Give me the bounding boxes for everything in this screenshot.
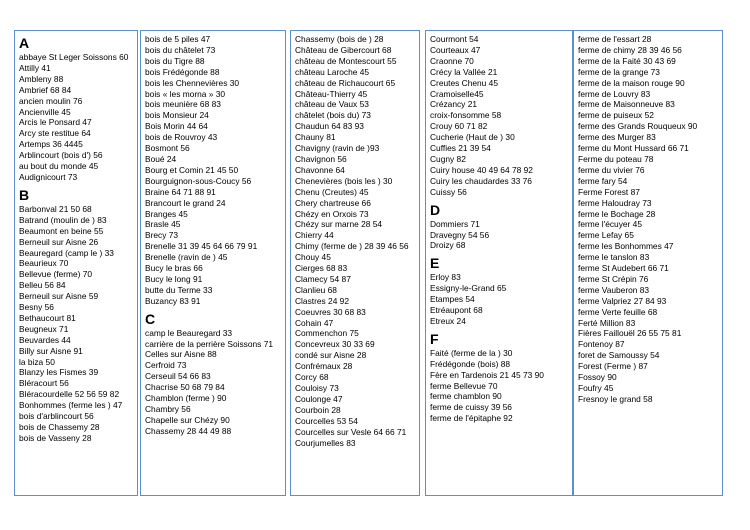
index-entry: Cugny 82 (430, 153, 466, 164)
index-column (290, 30, 420, 496)
index-entry: Blanzy les Fismes 39 (19, 367, 99, 378)
index-column (140, 30, 286, 496)
section-letter: E (430, 255, 440, 272)
index-entry: Celles sur Aisne 88 (145, 349, 217, 360)
index-entry: Chavignon 56 (295, 153, 347, 164)
index-entry: Dravegny 54 56 (430, 229, 490, 240)
index-entry: Fresnoy le grand 58 (578, 393, 653, 404)
index-entry: château Laroche 45 (295, 66, 370, 77)
index-entry: Fières Faillouël 26 55 75 81 (578, 328, 682, 339)
index-entry: Creutes Chenu 45 (430, 77, 498, 88)
index-entry: ferme de puiseux 52 (578, 110, 654, 121)
index-entry: ferme Haloudray 73 (578, 197, 652, 208)
index-entry: Cerseuil 54 66 83 (145, 371, 211, 382)
index-entry: bois meunière 68 83 (145, 99, 221, 110)
index-entry: Barbonval 21 50 68 (19, 203, 92, 214)
section-letter: D (430, 201, 441, 218)
index-entry: ferme St Crépin 76 (578, 273, 649, 284)
index-entry: Commenchon 75 (295, 328, 359, 339)
index-entry: ferme Vauberon 83 (578, 284, 650, 295)
index-entry: ferme le tanslon 83 (578, 252, 650, 263)
index-entry: bois de Rouvroy 43 (145, 132, 218, 143)
index-entry: Chézy sur marne 28 54 (295, 219, 383, 230)
index-entry: ferme de chimy 28 39 46 56 (578, 44, 682, 55)
index-entry: bois de Vasseny 28 (19, 432, 92, 443)
index-entry: ferme de Louvry 83 (578, 88, 651, 99)
index-entry: Buzancy 83 91 (145, 295, 201, 306)
index-entry: Chapelle sur Chézy 90 (145, 414, 230, 425)
index-entry: Chassemy (bois de ) 28 (295, 34, 384, 44)
section-letter: B (19, 186, 30, 203)
index-entry: Cierges 68 83 (295, 263, 348, 274)
index-entry: ferme fary 54 (578, 175, 628, 186)
index-entry: croix-fonsomme 58 (430, 110, 502, 121)
index-entry: Chacrise 50 68 79 84 (145, 382, 225, 393)
index-entry: Beauregard (camp le ) 33 (19, 247, 114, 258)
index-entry: ferme Lefay 65 (578, 230, 634, 241)
index-entry: Crézancy 21 (430, 99, 478, 110)
index-entry: bois de 5 piles 47 (145, 34, 211, 44)
index-entry: Bourguignon-sous-Coucy 56 (145, 175, 252, 186)
index-entry: Fontenoy 87 (578, 339, 625, 350)
index-entry: Chavonne 64 (295, 164, 345, 175)
section-letter: A (19, 35, 30, 51)
index-entry: Bethaucourt 81 (19, 312, 76, 323)
index-entry: Brecy 73 (145, 230, 179, 241)
index-entry: Belleu 56 84 (19, 280, 66, 291)
index-entry: Etréaupont 68 (430, 305, 483, 316)
index-entry: Berneuil sur Aisne 26 (19, 236, 99, 247)
index-entry: carrière de la perrière Soissons 71 (145, 338, 274, 349)
index-column (425, 30, 573, 496)
index-entry: Château-Thierry 45 (295, 88, 368, 99)
index-entry: Courcelles 53 54 (295, 415, 358, 426)
index-entry: Boué 24 (145, 153, 177, 164)
index-entry: Beaurieux 70 (19, 258, 69, 269)
index-entry: Brasle 45 (145, 219, 181, 230)
index-entry: bois les Chennevières 30 (145, 77, 240, 88)
index-entry: ferme chamblon 90 (430, 391, 502, 402)
index-entry: au bout du monde 45 (19, 161, 99, 172)
index-entry: Beuvardes 44 (19, 334, 71, 345)
index-entry: ferme du Mont Hussard 66 71 (578, 143, 689, 154)
index-entry: Foufry 45 (578, 383, 614, 393)
index-entry: bois de Chassemy 28 (19, 422, 100, 432)
index-entry: Erloy 83 (430, 272, 461, 283)
index-entry: Chenu (Creutes) 45 (295, 186, 369, 197)
index-entry: Craonne 70 (430, 55, 474, 66)
index-entry: ferme de la maison rouge 90 (578, 77, 685, 88)
index-entry: ferme les Bonhommes 47 (578, 241, 674, 252)
index-entry: ferme de la grange 73 (578, 66, 660, 77)
index-entry: Courcelles sur Vesle 64 66 71 (295, 426, 407, 437)
index-entry: bois du Tigre 88 (145, 55, 205, 66)
index-entry: Berneuil sur Aisne 59 (19, 291, 99, 302)
index-entry: Concevreux 30 33 69 (295, 339, 375, 350)
index-entry: bois « les morna » 30 (145, 88, 226, 99)
index-entry: Cerfroid 73 (145, 360, 187, 371)
index-entry: Coeuvres 30 68 83 (295, 306, 366, 317)
index-entry: Confrémaux 28 (295, 361, 353, 372)
index-entry: Frédégonde (bois) 88 (430, 358, 511, 369)
index-entry: Attilly 41 (19, 62, 51, 73)
section-letter: C (145, 310, 156, 327)
index-entry: ferme des Grands Rouqueux 90 (578, 121, 698, 132)
index-entry: foret de Samoussy 54 (578, 350, 660, 361)
index-entry: Cucherie (Haut de ) 30 (430, 132, 515, 143)
index-column (14, 30, 138, 496)
index-entry: Crécy la Vallée 21 (430, 66, 498, 77)
index-entry: Cramoiselle45 (430, 88, 484, 99)
index-entry: Chierry 44 (295, 230, 334, 241)
index-entry: Courmont 54 (430, 34, 479, 44)
index-entry: Beaumont en beine 55 (19, 225, 104, 236)
index-entry: Chenevières (bois les ) 30 (295, 175, 393, 186)
index-entry: Bonhommes (ferme les ) 47 (19, 400, 123, 411)
index-entry: bois Monsieur 24 (145, 110, 209, 121)
index-entry: Droizy 68 (430, 240, 466, 251)
index-entry: Chavigny (ravin de )93 (295, 143, 380, 154)
index-entry: Artemps 36 4445 (19, 139, 83, 150)
index-entry: Ancienville 45 (19, 106, 71, 117)
index-entry: ferme du vivier 76 (578, 164, 645, 175)
index-entry: Clanlieu 68 (295, 284, 337, 295)
index-entry: Forest (Ferme ) 87 (578, 361, 648, 372)
index-entry: Billy sur Aisne 91 (19, 345, 83, 356)
index-entry: Cuiry les chaudardes 33 76 (430, 175, 532, 186)
index-entry: Audignicourt 73 (19, 171, 78, 182)
index-entry: Faité (ferme de la ) 30 (430, 347, 513, 358)
index-entry: ancien moulin 76 (19, 95, 83, 106)
index-entry: ferme de l'essart 28 (578, 34, 652, 44)
index-entry: abbaye St Leger Soissons 60 (19, 52, 129, 62)
index-entry: Dommiers 71 (430, 218, 480, 229)
index-entry: ferme de la Faité 30 43 69 (578, 55, 676, 66)
index-entry: Chery chartreuse 66 (295, 197, 371, 208)
index-entry: ferme l'écuyer 45 (578, 219, 642, 230)
index-entry: Crouy 60 71 82 (430, 121, 488, 132)
index-entry: Ambrief 68 84 (19, 84, 72, 95)
index-entry: Bucy le bras 66 (145, 263, 203, 274)
index-entry: Bléracourt 56 (19, 378, 69, 389)
index-entry: Chassemy 28 44 49 88 (145, 425, 232, 436)
index-entry: Bourg et Comin 21 45 50 (145, 164, 239, 175)
index-entry: Bucy le long 91 (145, 273, 203, 284)
section-letter: F (430, 330, 439, 347)
index-entry: château de Richaucourt 65 (295, 77, 396, 88)
index-entry: Arblincourt (bois d') 56 (19, 150, 103, 161)
index-entry: camp le Beauregard 33 (145, 327, 233, 338)
index-entry: château de Vaux 53 (295, 99, 369, 110)
index-entry: Arcis le Ponsard 47 (19, 117, 92, 128)
index-entry: bois du châtelet 73 (145, 44, 216, 55)
index-entry: Bosmont 56 (145, 143, 190, 154)
index-entry: Cuissy 56 (430, 186, 467, 197)
index-entry: Cuffies 21 39 54 (430, 143, 491, 154)
index-entry: butte du Terme 33 (145, 284, 213, 295)
index-entry: la biza 50 (19, 356, 55, 367)
index-entry: ferme de Maisonneuve 83 (578, 99, 675, 110)
index-entry: Courjumelles 83 (295, 437, 356, 448)
index-entry: ferme Verte feuille 68 (578, 306, 658, 317)
index-entry: Branges 45 (145, 208, 188, 219)
index-entry: Braine 64 71 88 91 (145, 186, 216, 197)
index-entry: Cuiry house 40 49 64 78 92 (430, 164, 533, 175)
index-entry: Ambleny 88 (19, 73, 64, 84)
index-entry: condé sur Aisne 28 (295, 350, 367, 361)
index-entry: ferme de l'épitaphe 92 (430, 413, 513, 424)
index-entry: bois Frédégonde 88 (145, 66, 220, 77)
index-entry: Cohain 47 (295, 317, 334, 328)
index-entry: ferme St Audebert 66 71 (578, 263, 669, 274)
index-entry: ferme de cuissy 39 56 (430, 402, 512, 413)
index-entry: Brenelle (ravin de ) 45 (145, 252, 228, 263)
index-entry: Chimy (ferme de ) 28 39 46 56 (295, 241, 409, 252)
index-entry: Brancourt le grand 24 (145, 197, 226, 208)
index-entry: Chaudun 64 83 93 (295, 121, 364, 132)
index-entry: Chouy 45 (295, 252, 331, 263)
index-entry: Courboin 28 (295, 404, 341, 415)
index-entry: Couloisy 73 (295, 383, 339, 393)
index-entry: ferme Valpriez 27 84 93 (578, 295, 667, 306)
index-entry: Fossoy 90 (578, 372, 617, 383)
index-entry: Bellevue (ferme) 70 (19, 269, 93, 280)
index-entry: Brenelle 31 39 45 64 66 79 91 (145, 241, 258, 252)
index-entry: Bois Morin 44 64 (145, 121, 208, 132)
index-entry: Beugneux 71 (19, 323, 69, 334)
index-entry: Besny 56 (19, 302, 54, 313)
index-entry: Etreux 24 (430, 315, 466, 326)
index-entry: Château de Gibercourt 68 (295, 44, 392, 55)
index-entry: Chamblon (ferme ) 90 (145, 393, 227, 404)
index-entry: Chauny 81 (295, 132, 336, 143)
index-entry: châtelet (bois du) 73 (295, 110, 371, 121)
index-entry: ferme le Bochage 28 (578, 208, 656, 219)
index-entry: Batrand (moulin de ) 83 (19, 214, 107, 225)
index-column (573, 30, 723, 496)
index-entry: Courteaux 47 (430, 44, 481, 55)
index-entry: château de Montescourt 55 (295, 55, 397, 66)
index-entry: Ferté Million 83 (578, 317, 636, 328)
index-entry: ferme Bellevue 70 (430, 380, 498, 391)
index-entry: Corcy 68 (295, 372, 329, 383)
index-entry: Essigny-le-Grand 65 (430, 283, 507, 294)
index-entry: Chambry 56 (145, 404, 191, 414)
index-entry: bois d'arblincourt 56 (19, 411, 94, 422)
index-entry: Ferme Forest 87 (578, 186, 640, 197)
index-entry: Ferme du poteau 78 (578, 153, 654, 164)
index-entry: ferme des Murger 83 (578, 132, 656, 143)
index-entry: Fère en Tardenois 21 45 73 90 (430, 369, 544, 380)
index-entry: Clastres 24 92 (295, 295, 349, 306)
index-entry: Chézy en Orxois 73 (295, 208, 369, 219)
index-entry: Clamecy 54 87 (295, 273, 351, 284)
index-entry: Bléracourdelle 52 56 59 82 (19, 389, 120, 400)
index-entry: Arcy ste restitue 64 (19, 128, 91, 139)
index-entry: Etampes 54 (430, 294, 475, 305)
index-entry: Coulonge 47 (295, 393, 343, 404)
